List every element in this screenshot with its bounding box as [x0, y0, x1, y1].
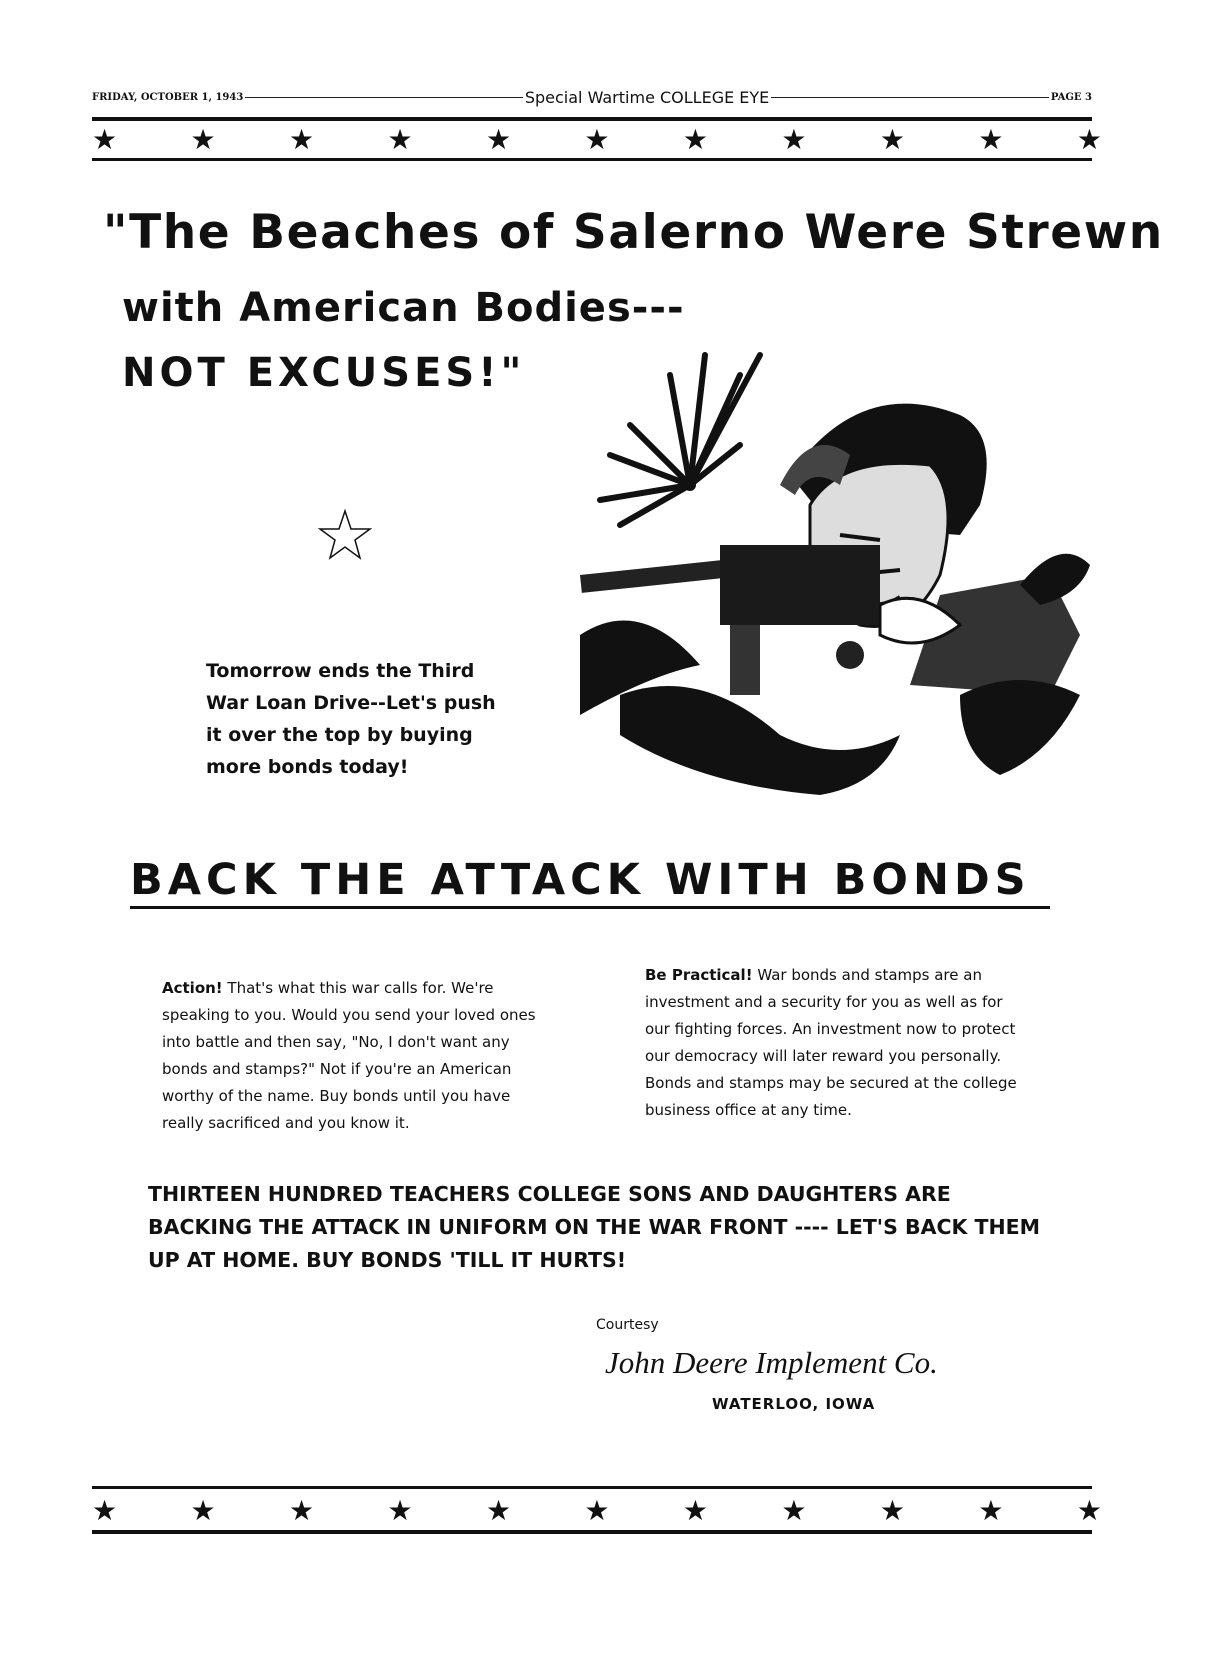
courtesy-label: Courtesy: [596, 1317, 659, 1333]
star-icon: ★: [1076, 1494, 1102, 1527]
intro-line: more bonds today!: [206, 756, 409, 778]
star-icon: ★: [1076, 123, 1102, 156]
right-column: [645, 962, 1023, 1124]
star-icon: ★: [387, 1494, 413, 1527]
top-rule: [92, 117, 1092, 121]
left-column-body: That's what this war calls for. We're speaking to you. Would you send your loved ones into battle and then say, "No, I don't want any bonds and stamps?" Not if you're an American worthy of the name. Buy bonds until you have really sacrificed and you know it.: [162, 979, 536, 1132]
star-icon: ★: [879, 123, 905, 156]
soldier-machine-gun-illustration: [580, 335, 1100, 805]
top-star-row: [92, 123, 1102, 156]
star-icon: ★: [978, 1494, 1004, 1527]
outline-star-icon: [318, 508, 372, 562]
paper-title: Special Wartime COLLEGE EYE: [524, 87, 770, 107]
star-icon: ★: [781, 123, 807, 156]
sponsor-name: John Deere Implement Co.: [605, 1345, 938, 1380]
top-rule-lower: [92, 158, 1092, 161]
slogan-heading: BACK THE ATTACK WITH BONDS: [130, 855, 1031, 905]
intro-line: War Loan Drive--Let's push: [206, 692, 496, 714]
headline-line-2: with American Bodies---: [122, 285, 685, 331]
star-icon: ★: [387, 123, 413, 156]
right-column-body: War bonds and stamps are an investment and a security for you as well as for our fighting forces. An investment now to protect our democracy will later reward you personally. Bonds and stamps may be secured at the college business office at any time.: [645, 966, 1017, 1119]
intro-line: Tomorrow ends the Third: [206, 660, 475, 682]
star-icon: ★: [485, 123, 512, 156]
bottom-rule: [92, 1486, 1092, 1489]
star-icon: ★: [682, 123, 709, 156]
star-icon: ★: [485, 1494, 512, 1527]
star-icon: ★: [584, 123, 610, 156]
sponsor-location: WATERLOO, IOWA: [712, 1395, 876, 1413]
issue-date: FRIDAY, OCTOBER 1, 1943: [92, 91, 244, 103]
star-icon: ★: [978, 123, 1004, 156]
star-icon: ★: [92, 123, 118, 156]
bottom-rule-lower: [92, 1530, 1092, 1534]
slogan-underline: [130, 906, 1050, 909]
star-icon: ★: [682, 1494, 709, 1527]
left-column-lead: Action!: [162, 979, 223, 997]
star-icon: ★: [781, 1494, 807, 1527]
explosion-burst-icon: [600, 355, 760, 525]
intro-text: [206, 655, 496, 783]
headline-line-1: "The Beaches of Salerno Were Strewn: [103, 205, 1164, 260]
star-icon: ★: [879, 1494, 905, 1527]
right-column-lead: Be Practical!: [645, 966, 753, 984]
star-icon: ★: [288, 123, 315, 156]
closing-statement: THIRTEEN HUNDRED TEACHERS COLLEGE SONS AND DAUGHTERS ARE BACKING THE ATTACK IN UNIFORM ON THE WAR FRONT ---- LET'S BACK THEM UP AT HOME. BUY BONDS 'TILL IT HURTS!: [148, 1182, 1041, 1272]
headline-line-3: NOT EXCUSES!": [122, 350, 526, 396]
star-icon: ★: [190, 123, 216, 156]
left-column: [162, 975, 542, 1137]
intro-line: it over the top by buying: [206, 724, 473, 746]
bottom-star-row: [92, 1494, 1102, 1527]
star-icon: ★: [190, 1494, 216, 1527]
masthead: [92, 86, 1092, 108]
star-icon: ★: [92, 1494, 118, 1527]
star-icon: ★: [584, 1494, 610, 1527]
divider: [245, 97, 523, 98]
divider: [771, 97, 1049, 98]
star-icon: ★: [288, 1494, 315, 1527]
page-number: PAGE 3: [1050, 91, 1092, 103]
